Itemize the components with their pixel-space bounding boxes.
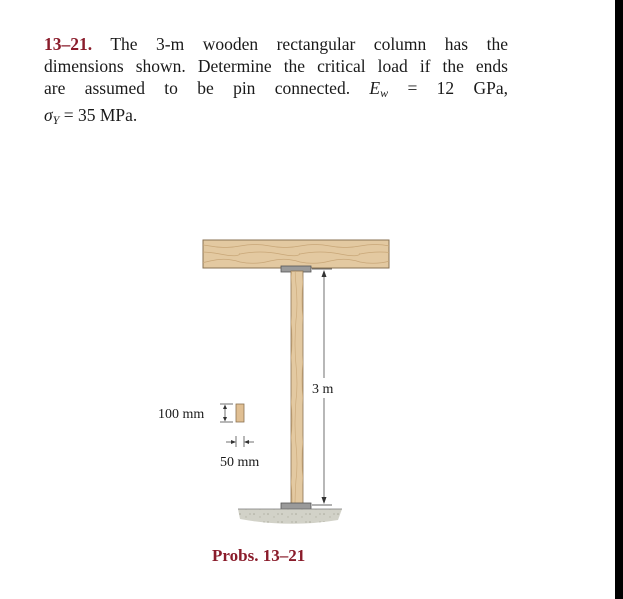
modulus-value: = 12 GPa,: [407, 78, 508, 98]
stress-value: = 35 MPa.: [63, 105, 138, 125]
problem-number: 13–21.: [44, 34, 93, 54]
stress-subscript: Y: [52, 113, 60, 127]
length-label: 3 m: [312, 382, 334, 397]
cross-section: [236, 404, 244, 422]
figure-caption: Probs. 13–21: [212, 546, 306, 565]
modulus-symbol: E: [369, 78, 381, 98]
ground-support: [238, 509, 342, 524]
top-beam: [203, 240, 389, 268]
section-width-dimension: [226, 436, 254, 447]
wooden-column: [291, 271, 303, 504]
section-height-label: 100 mm: [158, 407, 205, 422]
section-height-dimension: [220, 404, 233, 422]
problem-line-2: dimensions shown. Determine the critical load if the ends: [44, 56, 508, 76]
stress-symbol: σ: [44, 105, 53, 125]
problem-line-1-text: The 3-m wooden rectangular column has the: [110, 34, 508, 54]
bottom-pin-plate: [281, 503, 311, 509]
modulus-subscript: w: [380, 86, 389, 100]
problem-line-3-text: are assumed to be pin connected.: [44, 78, 351, 98]
section-width-label: 50 mm: [220, 455, 260, 470]
